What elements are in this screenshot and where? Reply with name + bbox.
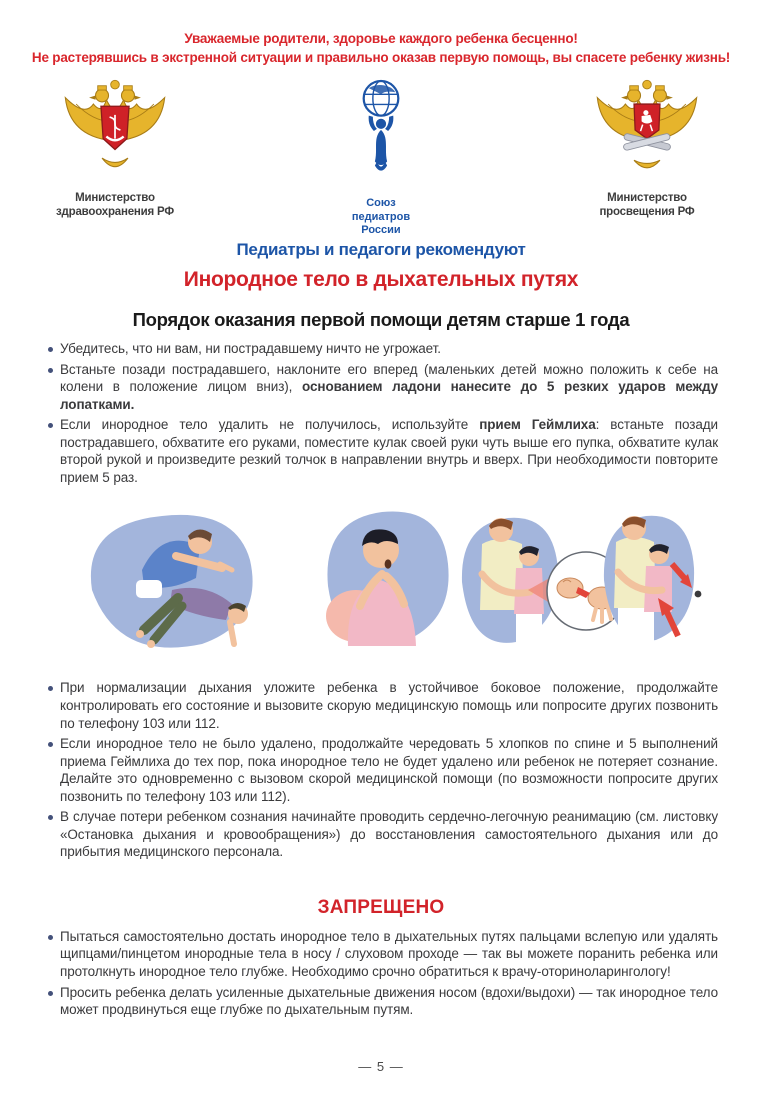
prohibited-title: ЗАПРЕЩЕНО — [317, 896, 445, 918]
illustration-heimlich — [462, 518, 558, 643]
header-warning — [0, 0, 762, 68]
education-ministry-label-line1: Министерство — [607, 191, 687, 204]
logo-health-ministry — [30, 78, 200, 220]
page-title: Инородное тело в дыхательных путях — [183, 268, 579, 292]
illustration-thrust-direction — [604, 516, 701, 642]
page-number: — 5 — — [358, 1059, 404, 1074]
health-ministry-label-line1: Министерство — [75, 191, 155, 204]
education-ministry-label-line2: просвещения РФ — [599, 206, 695, 219]
instruction-text-bold: основанием ладони нанесите до 5 резких ударов между лопатками. — [60, 379, 718, 412]
instruction-text: Если инородное тело удалить не получилось, используйте — [60, 417, 480, 433]
instruction-item — [47, 679, 718, 732]
education-ministry-eagle-icon — [593, 169, 701, 186]
instruction-text: Если инородное тело не было удалено, продолжайте чередовать 5 хлопков по спине и 5 выполнений приема Геймлиха до тех пор, пока инородное тело не будет удалено или ребенок не потеряет сознание. Делайте это одновременно с вызовом скорой медицинской помощи (по возможности попросите других позвонить по телефону 103 или 112). — [60, 736, 718, 804]
instruction-item — [47, 416, 718, 486]
pediatricians-union-icon — [340, 177, 422, 194]
instruction-text: Встаньте позади пострадавшего, наклоните его вперед (маленьких детей можно положить к себе на колени в положение лицом вниз), — [60, 361, 718, 395]
instruction-text: Убедитесь, что ни вам, ни пострадавшему ничто не угрожает. — [60, 341, 441, 357]
header-line-2: Не растерявшись в экстренной ситуации и правильно оказав первую помощь, вы спасете ребенку жизнь! — [31, 49, 731, 65]
instruction-text: При нормализации дыхания уложите ребенка в устойчивое боковое положение, продолжайте контролировать его состояние и вызовите скорую медицинскую помощь или попросите других позвонить по телефону 103 или 112. — [60, 680, 718, 731]
pediatricians-union-label — [291, 197, 471, 238]
first-aid-steps-bottom — [0, 679, 762, 860]
section-title: Порядок оказания первой помощи детям старше 1 года — [132, 309, 630, 331]
header-line-1: Уважаемые родители, здоровье каждого ребенка бесценно! — [184, 31, 578, 46]
education-ministry-label — [562, 191, 732, 220]
union-label-line1: Союз — [366, 196, 396, 209]
prohibited-list — [0, 928, 762, 1019]
instruction-text: : встаньте позади пострадавшего, обхватите его руками, поместите кулак своей руки чуть выше его пупка, обхватите кулак второй рукой и произведите резкий толчок в направлении внутрь и вверх. При необходимости повторите прием 5 раз. — [60, 417, 718, 485]
health-ministry-eagle-icon — [61, 169, 169, 186]
health-ministry-label-line2: здравоохранения РФ — [56, 206, 174, 219]
logo-pediatricians-union — [291, 78, 471, 238]
instruction-text: Пытаться самостоятельно достать инородное тело в дыхательных путях пальцами вслепую или удалять щипцами/пинцетом инородные тела в носу / слуховом проходе — так вы можете поранить ребенка или протолкнуть инородное тело глубже. Необходимо срочно обратиться к врачу-оториноларингологу! — [60, 928, 718, 979]
instruction-text: В случае потери ребенком сознания начинайте проводить сердечно-легочную реанимацию (см. листовку «Остановка дыхания и кровообращения») до восстановления самостоятельного дыхания или до прибытия медицинского персонала. — [60, 809, 718, 860]
union-label-line3: России — [361, 224, 401, 237]
health-ministry-label — [30, 191, 200, 220]
illustration-back-blows — [91, 515, 253, 648]
instruction-item — [47, 808, 718, 861]
instruction-item — [47, 984, 718, 1019]
union-label-line2: педиатров — [351, 210, 411, 223]
instruction-item — [47, 928, 718, 981]
instruction-item — [47, 340, 718, 358]
recommend-title: Педиатры и педагоги рекомендуют — [236, 240, 526, 260]
logo-education-ministry — [562, 78, 732, 220]
first-aid-steps-top — [0, 340, 762, 486]
instruction-item — [47, 735, 718, 805]
instruction-text-bold: прием Геймлиха — [479, 417, 596, 433]
instruction-item — [47, 361, 718, 414]
illustration-choking-child — [326, 512, 449, 647]
logos-row — [0, 78, 762, 238]
illustrations-strip — [0, 494, 762, 667]
instruction-text: Просить ребенка делать усиленные дыхательные движения носом (вдохи/выдохи) — так инородное тело может продвинуться еще глубже по дыхательным путям. — [60, 984, 718, 1018]
